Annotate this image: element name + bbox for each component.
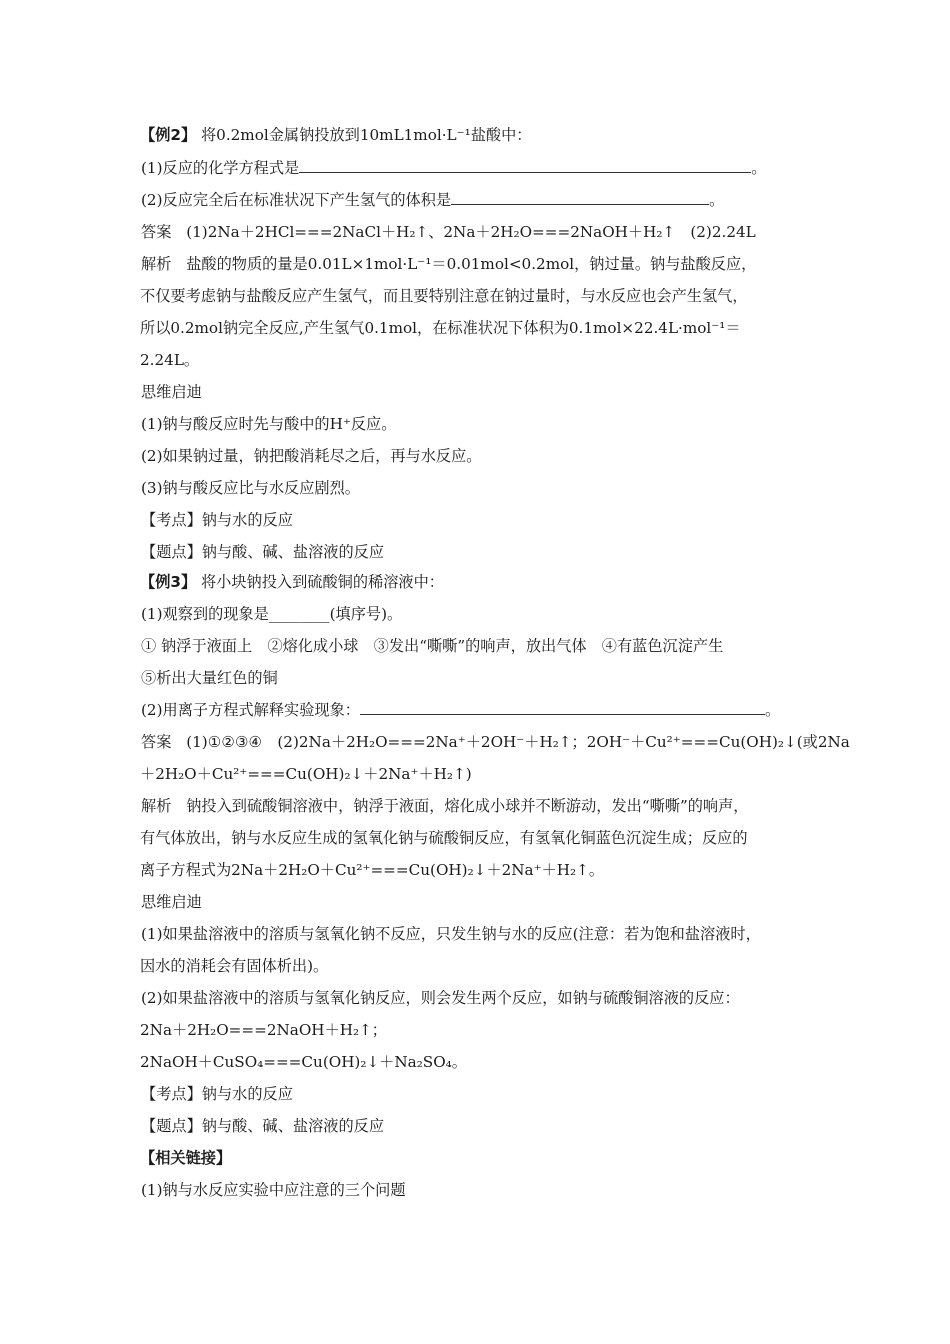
ex3-answer-line-1: 答案 (1)①②③④ (2)2Na＋2H₂O===2Na⁺＋2OH⁻＋H₂↑；2OH⁻＋Cu²⁺===Cu(OH)₂↓(或2Na [141, 733, 850, 751]
ex3-think-3: (2)如果盐溶液中的溶质与氢氧化钠反应，则会发生两个反应，如钠与硫酸铜溶液的反应： [141, 989, 740, 1007]
ex2-question: 将0.2mol金属钠投放到10mL1mol·L⁻¹盐酸中： [200, 126, 532, 144]
ex2-q1: (1)反应的化学方程式是 [141, 159, 300, 177]
ex2-analysis-label: 解析 [141, 255, 172, 273]
ex3-kaodian: 【考点】钠与水的反应 [141, 1085, 293, 1103]
ex3-q1: (1)观察到的现象是________(填序号)。 [141, 605, 403, 623]
ex3-answer-line-2: ＋2H₂O＋Cu²⁺===Cu(OH)₂↓＋2Na⁺＋H₂↑) [140, 765, 472, 783]
ex3-q2-line: (2)用离子方程式解释实验现象： 。 [141, 701, 781, 719]
ex3-equation-1: 2Na＋2H₂O===2NaOH＋H₂↑； [140, 1021, 387, 1039]
ex3-analysis-line-2: 有气体放出，钠与水反应生成的氢氧化钠与硫酸铜反应，有氢氧化铜蓝色沉淀生成；反应的 [140, 829, 748, 847]
ex3-option-5: ⑤析出大量红色的铜 [141, 669, 278, 687]
ex2-question-line [140, 124, 531, 146]
ex3-question: 将小块钠投入到硫酸铜的稀溶液中： [200, 573, 444, 591]
ex3-options: ① 钠浮于液面上 ②熔化成小球 ③发出“嘶嘶”的响声，放出气体 ④有蓝色沉淀产生 [141, 637, 724, 655]
ex2-q2: (2)反应完全后在标准状况下产生氢气的体积是 [141, 191, 452, 209]
ex2-tidian: 【题点】钠与酸、碱、盐溶液的反应 [141, 543, 384, 561]
ex2-think-title: 思维启迪 [141, 383, 202, 401]
ex3-equation-2: 2NaOH＋CuSO₄===Cu(OH)₂↓＋Na₂SO₄。 [140, 1053, 467, 1071]
ex2-kaodian: 【考点】钠与水的反应 [141, 511, 293, 529]
ex3-analysis-label: 解析 [141, 797, 172, 815]
ex2-analysis-line-2: 不仅要考虑钠与盐酸反应产生氢气，而且要特别注意在钠过量时，与水反应也会产生氢气， [140, 287, 748, 305]
ex2-q1-line: (1)反应的化学方程式是 。 [141, 159, 767, 177]
ex2-q2-blank [451, 189, 709, 205]
ex3-analysis-line-1: 解析 钠投入到硫酸铜溶液中，钠浮于液面，熔化成小球并不断游动，发出“嘶嘶”的响声， [141, 797, 749, 815]
ex3-analysis-line-3: 离子方程式为2Na＋2H₂O＋Cu²⁺===Cu(OH)₂↓＋2Na⁺＋H₂↑。 [140, 861, 605, 879]
ex2-think-1: (1)钠与酸反应时先与酸中的H⁺反应。 [141, 415, 397, 433]
ex2-answer-label: 答案 [141, 223, 172, 241]
ex3-think-title: 思维启迪 [141, 893, 202, 911]
ex2-answer: (1)2Na＋2HCl===2NaCl＋H₂↑、2Na＋2H₂O===2NaOH＋H₂↑ (2)2.24L [186, 223, 756, 241]
ex2-q1-blank [299, 157, 751, 173]
ex2-think-2: (2)如果钠过量，钠把酸消耗尽之后，再与水反应。 [141, 447, 482, 465]
ex3-think-2: 因水的消耗会有固体析出)。 [140, 957, 329, 975]
related-item-1: (1)钠与水反应实验中应注意的三个问题 [141, 1181, 406, 1199]
ex3-q2-blank [360, 699, 765, 715]
ex3-answer-label: 答案 [141, 733, 172, 751]
related-title: 【相关链接】 [140, 1149, 232, 1167]
ex3-think-1: (1)如果盐溶液中的溶质与氢氧化钠不反应，只发生钠与水的反应(注意：若为饱和盐溶液时， [141, 925, 761, 943]
ex3-q2: (2)用离子方程式解释实验现象： [141, 701, 360, 719]
ex2-answer-line [141, 221, 756, 243]
ex2-q2-line: (2)反应完全后在标准状况下产生氢气的体积是 。 [141, 191, 725, 209]
ex2-analysis-line-3: 所以0.2mol钠完全反应,产生氢气0.1mol，在标准状况下体积为0.1mol×22.4L·mol⁻¹＝ [140, 319, 741, 337]
ex2-think-3: (3)钠与酸反应比与水反应剧烈。 [141, 479, 360, 497]
ex2-tag: 【例2】 [140, 126, 197, 144]
ex3-tag: 【例3】 [140, 573, 197, 591]
ex3-question-line [140, 571, 444, 593]
ex3-tidian: 【题点】钠与酸、碱、盐溶液的反应 [141, 1117, 384, 1135]
ex2-analysis-line-4: 2.24L。 [140, 351, 200, 369]
ex2-analysis-line-1: 解析 盐酸的物质的量是0.01L×1mol·L⁻¹＝0.01mol<0.2mol，钠过量。钠与盐酸反应， [141, 255, 757, 273]
